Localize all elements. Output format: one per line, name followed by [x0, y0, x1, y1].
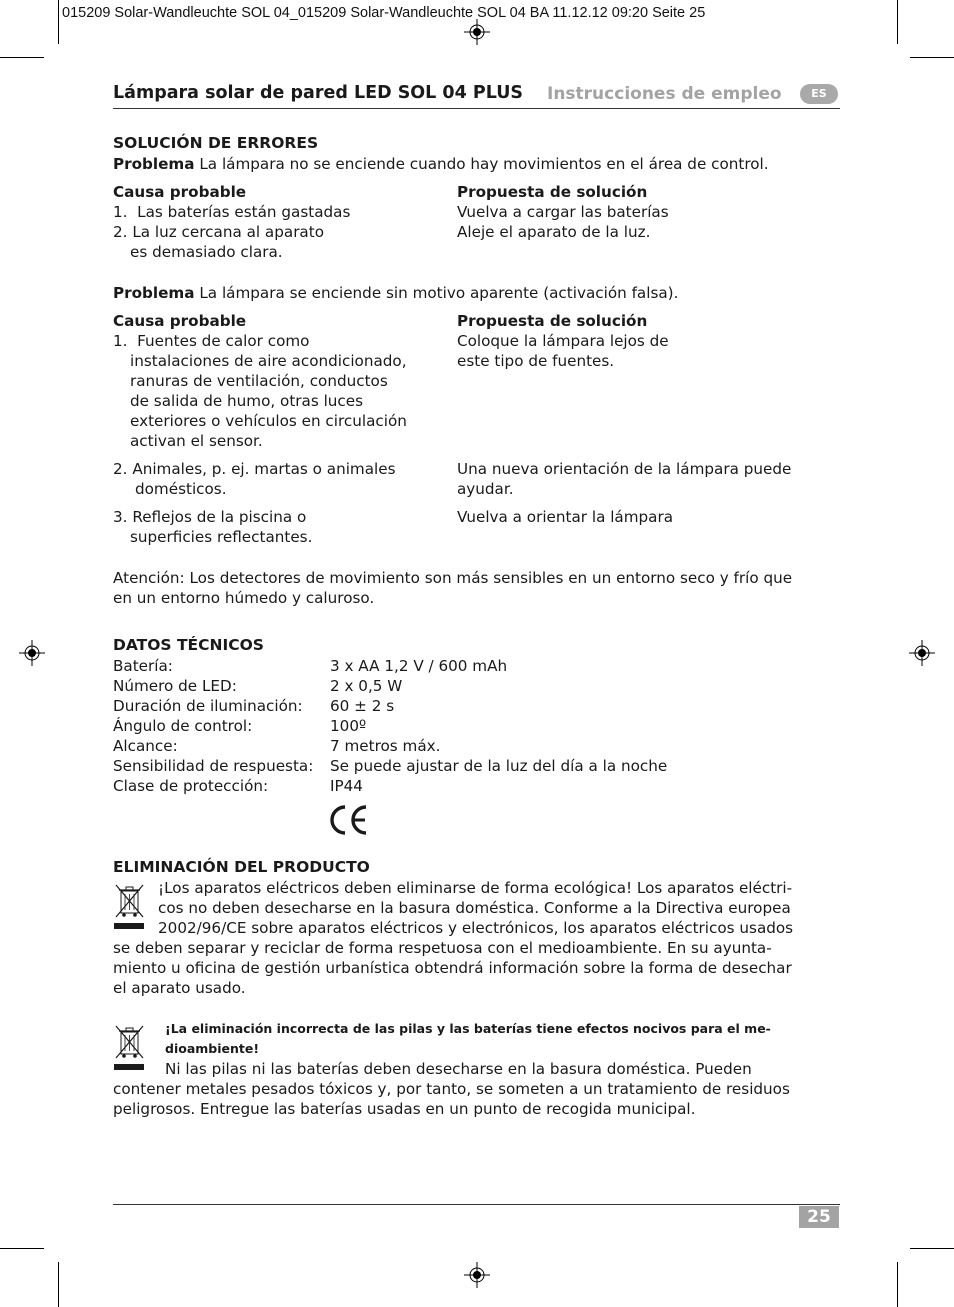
spec-value: 100º	[330, 717, 367, 735]
cause-heading: Causa probable	[113, 183, 247, 201]
troubleshooting-heading: SOLUCIÓN DE ERRORES	[113, 134, 319, 152]
problem-label: Problema	[113, 284, 195, 302]
battery-text-line: Ni las pilas ni las baterías deben desecharse en la basura doméstica. Pueden	[165, 1060, 752, 1078]
solution-line: Una nueva orientación de la lámpara puede	[457, 460, 792, 478]
battery-warning-line: ¡La eliminación incorrecta de las pilas y las baterías tiene efectos nocivos para el me-	[165, 1021, 771, 1036]
cause-line: 3. Reflejos de la piscina o	[113, 508, 307, 526]
crop-mark	[0, 57, 44, 58]
problem-2	[113, 283, 678, 303]
spec-label: Número de LED:	[113, 677, 237, 695]
page-subtitle: Instrucciones de empleo	[547, 84, 782, 104]
spec-value: IP44	[330, 777, 363, 795]
spec-label: Sensibilidad de respuesta:	[113, 757, 314, 775]
specs-heading: DATOS TÉCNICOS	[113, 636, 264, 654]
cause-line: instalaciones de aire acondicionado,	[130, 352, 407, 370]
crop-mark	[58, 1262, 59, 1307]
solution-line: Vuelva a cargar las baterías	[457, 203, 669, 221]
crossed-bin-icon	[113, 1022, 147, 1072]
spec-label: Ángulo de control:	[113, 717, 253, 735]
crop-mark	[910, 57, 954, 58]
solution-line: Vuelva a orientar la lámpara	[457, 508, 674, 526]
crop-mark	[897, 1262, 898, 1307]
disposal-heading: ELIMINACIÓN DEL PRODUCTO	[113, 858, 370, 876]
registration-mark-icon	[464, 19, 490, 45]
cause-heading: Causa probable	[113, 312, 247, 330]
crop-mark	[58, 0, 59, 44]
disposal-text-line: ¡Los aparatos eléctricos deben eliminarse de forma ecológica! Los aparatos eléctri-	[158, 879, 793, 897]
spec-label: Batería:	[113, 657, 173, 675]
crop-mark	[897, 0, 898, 44]
crop-mark	[0, 1248, 44, 1249]
page-number: 25	[799, 1206, 839, 1228]
problem-text: La lámpara se enciende sin motivo aparente (activación falsa).	[199, 284, 679, 302]
registration-mark-icon	[19, 640, 45, 666]
solution-heading: Propuesta de solución	[457, 183, 648, 201]
language-badge: ES	[800, 84, 838, 104]
attention-line: en un entorno húmedo y caluroso.	[113, 589, 375, 607]
battery-text-line: peligrosos. Entregue las baterías usadas en un punto de recogida municipal.	[113, 1100, 696, 1118]
spec-label: Clase de protección:	[113, 777, 269, 795]
battery-text-line: contener metales pesados tóxicos y, por tanto, se someten a un tratamiento de residuos	[113, 1080, 790, 1098]
header-rule	[113, 108, 840, 109]
spec-value: 3 x AA 1,2 V / 600 mAh	[330, 657, 508, 675]
disposal-text-line: 2002/96/CE sobre aparatos eléctricos y electrónicos, los aparatos eléctricos usados	[158, 919, 794, 937]
cause-line: de salida de humo, otras luces	[130, 392, 364, 410]
cause-line: 1. Las baterías están gastadas	[113, 203, 351, 221]
spec-label: Alcance:	[113, 737, 178, 755]
battery-warning-line: dioambiente!	[165, 1041, 260, 1056]
spec-value: Se puede ajustar de la luz del día a la noche	[330, 757, 668, 775]
disposal-text-line: miento u oficina de gestión urbanística obtendrá información sobre la forma de desechar	[113, 959, 792, 977]
cause-line: ranuras de ventilación, conductos	[130, 372, 388, 390]
solution-line: Aleje el aparato de la luz.	[457, 223, 651, 241]
problem-text: La lámpara no se enciende cuando hay movimientos en el área de control.	[199, 155, 769, 173]
cause-line: 2. Animales, p. ej. martas o animales	[113, 460, 396, 478]
solution-line: ayudar.	[457, 480, 514, 498]
registration-mark-icon	[909, 640, 935, 666]
cause-line: 2. La luz cercana al aparato	[113, 223, 324, 241]
spec-label: Duración de iluminación:	[113, 697, 303, 715]
crop-mark	[910, 1248, 954, 1249]
problem-label: Problema	[113, 155, 195, 173]
cause-line: superficies reflectantes.	[130, 528, 313, 546]
cause-line: activan el sensor.	[130, 432, 263, 450]
solution-line: este tipo de fuentes.	[457, 352, 615, 370]
problem-1	[113, 154, 769, 174]
disposal-text-line: cos no deben desecharse en la basura doméstica. Conforme a la Directiva europea	[158, 899, 791, 917]
print-slug: 015209 Solar-Wandleuchte SOL 04_015209 Solar-Wandleuchte SOL 04 BA 11.12.12 09:20 Seite 25	[62, 5, 706, 21]
cause-line: 1. Fuentes de calor como	[113, 332, 310, 350]
spec-value: 7 metros máx.	[330, 737, 441, 755]
page-title: Lámpara solar de pared LED SOL 04 PLUS	[113, 83, 524, 103]
crossed-bin-icon	[113, 881, 147, 931]
attention-line: Atención: Los detectores de movimiento son más sensibles en un entorno seco y frío que	[113, 569, 793, 587]
footer-rule	[113, 1204, 840, 1205]
disposal-text-line: el aparato usado.	[113, 979, 246, 997]
ce-mark-icon	[326, 804, 370, 836]
cause-line: exteriores o vehículos en circulación	[130, 412, 407, 430]
disposal-text-line: se deben separar y reciclar de forma respetuosa con el medioambiente. En su ayunta-	[113, 939, 772, 957]
spec-value: 60 ± 2 s	[330, 697, 395, 715]
cause-line: es demasiado clara.	[130, 243, 283, 261]
solution-line: Coloque la lámpara lejos de	[457, 332, 669, 350]
spec-value: 2 x 0,5 W	[330, 677, 403, 695]
solution-heading: Propuesta de solución	[457, 312, 648, 330]
cause-line: domésticos.	[135, 480, 227, 498]
registration-mark-icon	[464, 1262, 490, 1288]
